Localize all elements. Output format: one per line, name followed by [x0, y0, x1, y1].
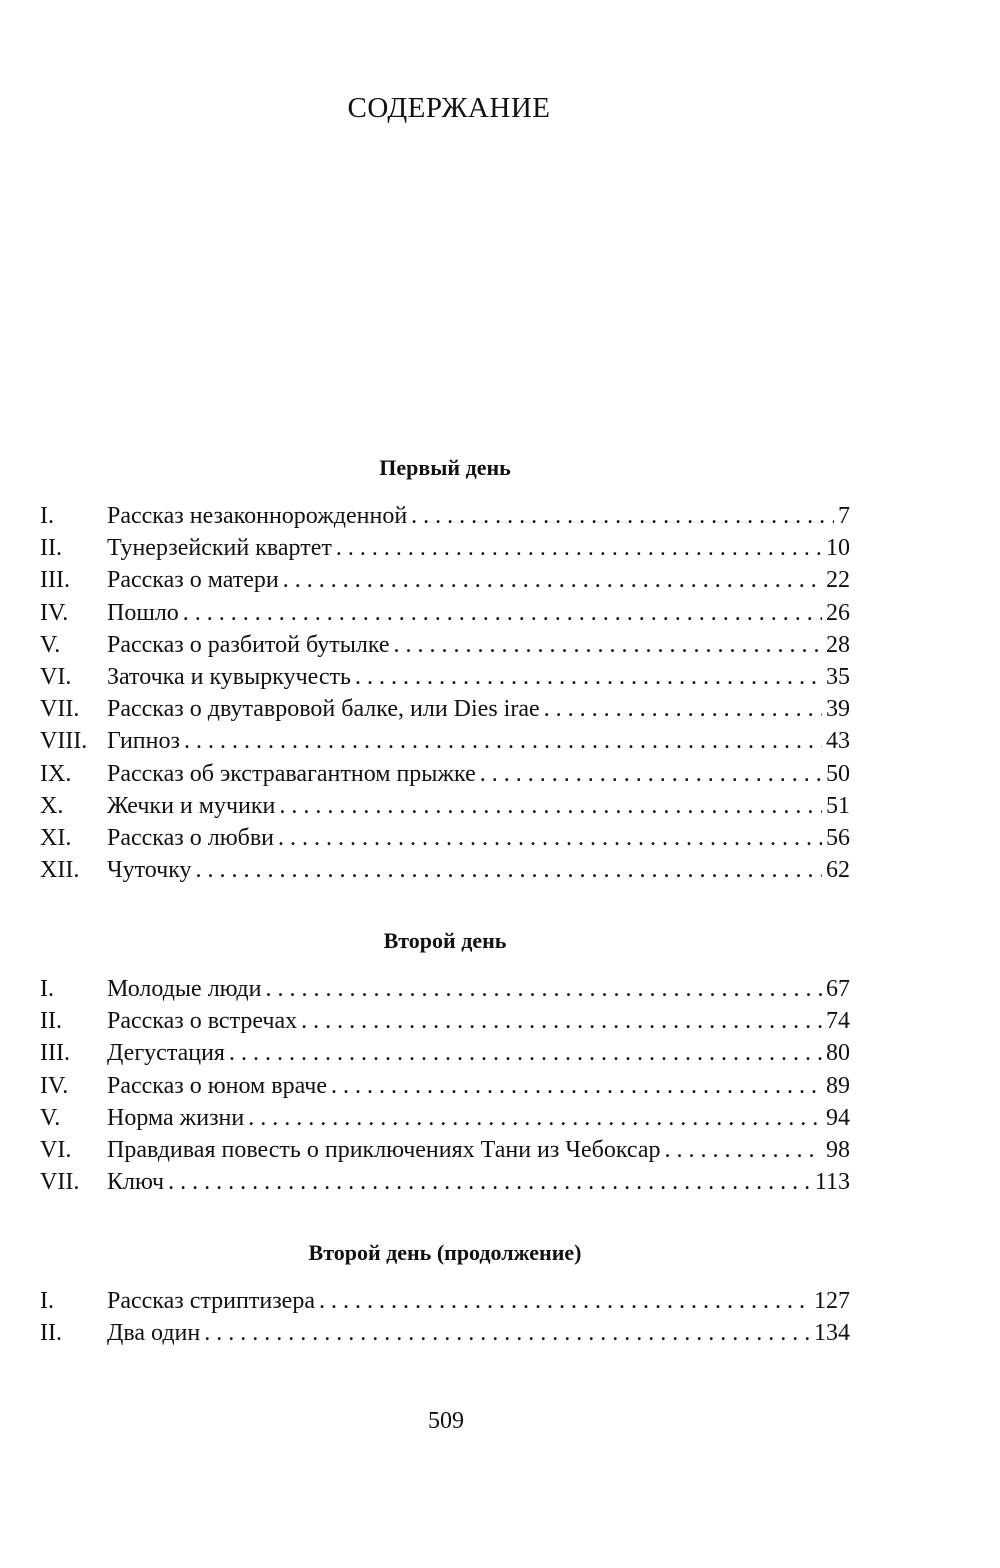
- entry-page: 43: [826, 728, 850, 755]
- entry-title: Рассказ о разбитой бутылке: [107, 631, 390, 658]
- entry-number: II.: [40, 1008, 62, 1035]
- toc-entry: [40, 1070, 850, 1102]
- entry-page: 89: [826, 1072, 850, 1099]
- entry-title: Тунерзейский квартет: [107, 535, 332, 562]
- toc-entry: [40, 790, 850, 822]
- toc-entry: [40, 1166, 850, 1198]
- entry-number: I.: [40, 1288, 54, 1314]
- entry-page: 80: [826, 1040, 850, 1067]
- entry-title: Чуточку: [107, 857, 192, 884]
- entry-page: 39: [826, 696, 850, 723]
- toc-entry: [40, 1317, 850, 1349]
- entry-number: VI.: [40, 1136, 72, 1163]
- toc-section-second-day-continued: [40, 1235, 850, 1349]
- entry-page: 10: [826, 535, 850, 562]
- entry-number: VII.: [40, 1169, 80, 1196]
- dot-leader: [183, 597, 822, 629]
- page-number: 509: [428, 1408, 464, 1434]
- entry-number: XI.: [40, 824, 72, 851]
- entry-page: 35: [826, 663, 850, 690]
- entry-page: 22: [826, 567, 850, 594]
- dot-leader: [394, 629, 822, 661]
- dot-leader: [411, 500, 834, 532]
- dot-leader: [283, 564, 822, 596]
- toc-entry: [40, 854, 850, 886]
- entry-number: III.: [40, 567, 70, 594]
- entry-number: IV.: [40, 1072, 69, 1099]
- entry-title: Гипноз: [107, 728, 180, 755]
- dot-leader: [319, 1285, 810, 1317]
- entry-number: IX.: [40, 760, 72, 787]
- entry-number: II.: [40, 535, 62, 562]
- entry-page: 56: [826, 824, 850, 851]
- section-heading: Первый день: [379, 455, 511, 480]
- entry-title: Рассказ о любви: [107, 824, 275, 851]
- entry-page: 28: [826, 631, 850, 658]
- entry-page: 50: [826, 760, 850, 787]
- toc-entry: [40, 564, 850, 596]
- entry-title: Заточка и кувыркучесть: [107, 663, 351, 690]
- toc-entry: [40, 1134, 850, 1166]
- entry-title: Рассказ о юном враче: [107, 1072, 327, 1099]
- entry-number: V.: [40, 1104, 61, 1131]
- dot-leader: [480, 758, 822, 790]
- entry-number: III.: [40, 1040, 70, 1067]
- toc-entry: [40, 661, 850, 693]
- toc-entry: [40, 500, 850, 532]
- entry-title: Рассказ стриптизера: [107, 1288, 315, 1314]
- entry-page: 127: [814, 1288, 850, 1314]
- dot-leader: [248, 1102, 822, 1134]
- entry-number: IV.: [40, 599, 69, 626]
- entry-page: 74: [826, 1008, 850, 1035]
- toc-entry: [40, 1037, 850, 1069]
- entry-page: 51: [826, 792, 850, 819]
- dot-leader: [355, 661, 822, 693]
- dot-leader: [544, 693, 822, 725]
- entry-number: XII.: [40, 857, 80, 884]
- toc-entry: [40, 597, 850, 629]
- toc-entry: [40, 1102, 850, 1134]
- toc-entry: [40, 758, 850, 790]
- entry-number: I.: [40, 503, 54, 529]
- entry-title: Два один: [107, 1320, 201, 1347]
- entry-title: Рассказ об экстравагантном прыжке: [107, 760, 476, 787]
- entry-title: Рассказ о матери: [107, 567, 279, 594]
- entry-page: 26: [826, 599, 850, 626]
- entry-title: Ключ: [107, 1169, 165, 1196]
- entry-number: VIII.: [40, 728, 88, 755]
- dot-leader: [665, 1134, 823, 1166]
- entry-number: V.: [40, 631, 61, 658]
- toc-entry: [40, 1005, 850, 1037]
- page-title: СОДЕРЖАНИЕ: [347, 92, 551, 124]
- toc-entry: [40, 822, 850, 854]
- dot-leader: [279, 790, 822, 822]
- entry-page: 67: [826, 976, 850, 1002]
- dot-leader: [229, 1037, 822, 1069]
- toc-entry: [40, 973, 850, 1005]
- toc-entry: [40, 693, 850, 725]
- entry-title: Молодые люди: [107, 976, 262, 1002]
- entry-page: 113: [814, 1169, 850, 1196]
- toc-section-second-day: [40, 923, 850, 1198]
- toc-entry: [40, 725, 850, 757]
- dot-leader: [168, 1166, 811, 1198]
- toc-section-first-day: [40, 450, 850, 886]
- entry-title: Пошло: [107, 599, 179, 626]
- entry-number: II.: [40, 1320, 62, 1347]
- entry-title: Правдивая повесть о приключениях Тани из Чебоксар: [107, 1136, 661, 1163]
- dot-leader: [331, 1070, 822, 1102]
- entry-page: 98: [826, 1136, 850, 1163]
- entry-title: Рассказ о двутавровой балке, или Dies irae: [107, 696, 540, 723]
- toc-entry: [40, 532, 850, 564]
- entry-number: VII.: [40, 696, 80, 723]
- dot-leader: [204, 1317, 810, 1349]
- entry-title: Рассказ о встречах: [107, 1008, 298, 1035]
- entry-number: VI.: [40, 663, 72, 690]
- section-heading: Второй день: [383, 928, 507, 953]
- entry-title: Дегустация: [107, 1040, 225, 1067]
- entry-page: 94: [826, 1104, 850, 1131]
- toc-entry: [40, 1285, 850, 1317]
- dot-leader: [301, 1005, 822, 1037]
- toc-entry: [40, 629, 850, 661]
- entry-page: 7: [838, 503, 850, 529]
- dot-leader: [265, 973, 822, 1005]
- section-heading: Второй день (продолжение): [308, 1240, 582, 1265]
- entry-title: Рассказ незаконнорожденной: [107, 503, 408, 529]
- entry-number: I.: [40, 976, 54, 1002]
- entry-number: X.: [40, 792, 64, 819]
- dot-leader: [196, 854, 822, 886]
- dot-leader: [184, 725, 822, 757]
- entry-title: Норма жизни: [107, 1104, 245, 1131]
- entry-page: 134: [814, 1320, 850, 1347]
- dot-leader: [336, 532, 822, 564]
- entry-page: 62: [826, 857, 850, 884]
- dot-leader: [278, 822, 822, 854]
- entry-title: Жечки и мучики: [107, 792, 276, 819]
